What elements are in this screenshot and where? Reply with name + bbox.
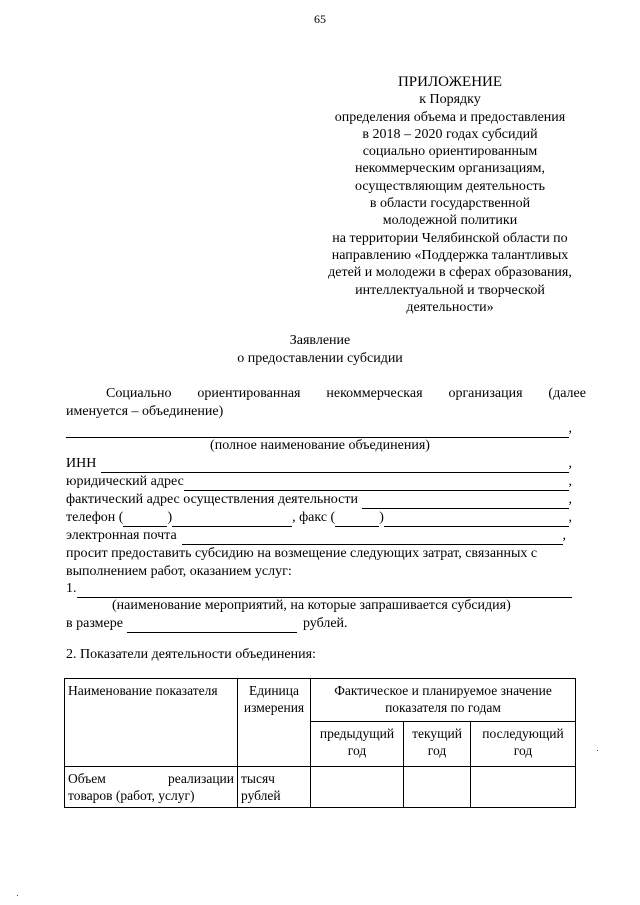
indicators-table <box>64 678 576 808</box>
request-line2: выполнением работ, оказанием услуг: <box>66 564 292 579</box>
section2-title: 2. Показатели деятельности объединения: <box>66 647 316 662</box>
actual-address-row <box>66 491 572 509</box>
event-row <box>66 580 572 598</box>
actual-address-field[interactable] <box>362 494 569 509</box>
event-field[interactable] <box>77 583 573 598</box>
row-next-cell[interactable] <box>471 767 576 808</box>
comma: , <box>568 456 572 471</box>
appendix-line: в области государственной <box>369 196 531 212</box>
document-title-line1: Заявление <box>289 333 351 348</box>
appendix-line: к Порядку <box>419 92 481 108</box>
email-field[interactable] <box>182 530 563 545</box>
intro-word: некоммерческая <box>326 386 423 401</box>
scan-dot <box>597 750 598 751</box>
comma: , <box>562 528 566 543</box>
legal-address-row <box>66 473 572 491</box>
row-name-cell <box>65 767 238 808</box>
phone-field[interactable] <box>172 512 292 527</box>
table-row <box>65 767 576 808</box>
appendix-line: направлению «Поддержка талантливых <box>331 247 569 263</box>
phone-paren: ) <box>167 510 173 525</box>
intro-word: Социально <box>106 386 172 401</box>
event-caption: (наименование мероприятий, на которые запрашивается субсидия) <box>112 598 511 613</box>
fax-paren: ) <box>379 510 384 525</box>
intro-word: (далее <box>548 386 586 401</box>
appendix-line: молодежной политики <box>382 213 518 229</box>
appendix-line: социально ориентированным <box>362 144 538 160</box>
header-unit: Единица измерения <box>238 679 311 767</box>
appendix-header <box>300 74 600 316</box>
phone-code-field[interactable] <box>123 512 167 527</box>
fax-label: , факс ( <box>292 510 336 525</box>
phone-label: телефон ( <box>66 510 124 525</box>
page-number: 65 <box>314 12 326 26</box>
appendix-line: детей и молодежи в сферах образования, <box>328 265 572 281</box>
comma: , <box>568 492 572 507</box>
appendix-line: на территории Челябинской области по <box>332 230 568 246</box>
comma: , <box>568 510 572 525</box>
amount-row <box>66 615 366 633</box>
amount-unit: рублей. <box>302 616 348 631</box>
request-line1: просит предоставить субсидию на возмещение следующих затрат, связанных с <box>66 546 538 561</box>
fax-field[interactable] <box>384 512 569 527</box>
intro-line2: именуется – объединение) <box>66 404 224 419</box>
comma: , <box>568 474 572 489</box>
appendix-line: некоммерческим организациям, <box>354 161 546 177</box>
legal-address-field[interactable] <box>184 476 569 491</box>
row-name-line2: товаров (работ, услуг) <box>68 788 195 803</box>
document-title <box>0 332 640 368</box>
inn-row <box>66 455 572 473</box>
amount-field[interactable] <box>127 618 297 633</box>
header-name: Наименование показателя <box>65 679 238 767</box>
email-row <box>66 527 566 545</box>
appendix-line: деятельности» <box>406 299 494 315</box>
email-label: электронная почта <box>66 528 177 543</box>
document-title-line2: о предоставлении субсидии <box>237 351 403 366</box>
org-name-row <box>66 420 572 438</box>
header-curr-year: текущий год <box>404 722 471 767</box>
appendix-line: в 2018 – 2020 годах субсидий <box>362 126 538 142</box>
item-number: 1. <box>66 581 77 596</box>
header-prev-year: предыдущий год <box>311 722 404 767</box>
scan-dot <box>17 895 18 896</box>
intro-paragraph <box>66 385 586 421</box>
row-curr-cell[interactable] <box>404 767 471 808</box>
intro-word: организация <box>448 386 523 401</box>
appendix-line: интеллектуальной и творческой <box>355 282 545 298</box>
appendix-line: определения объема и предоставления <box>334 109 566 125</box>
org-name-field[interactable] <box>66 423 569 438</box>
fax-code-field[interactable] <box>335 512 379 527</box>
inn-field[interactable] <box>101 458 568 473</box>
row-name-word: реализации <box>168 771 234 786</box>
phone-fax-row <box>66 509 572 527</box>
org-name-caption: (полное наименование объединения) <box>210 438 430 453</box>
header-values: Фактическое и планируемое значение показателя по годам <box>311 679 576 722</box>
actual-address-label: фактический адрес осуществления деятельности <box>66 492 358 507</box>
legal-address-label: юридический адрес <box>66 474 184 489</box>
header-next-year: последующий год <box>471 722 576 767</box>
row-prev-cell[interactable] <box>311 767 404 808</box>
row-name-word: Объем <box>68 771 106 786</box>
appendix-line: осуществляющим деятельность <box>354 178 546 194</box>
row-unit-cell: тысяч рублей <box>238 767 311 808</box>
intro-word: ориентированная <box>197 386 301 401</box>
inn-label: ИНН <box>66 456 97 471</box>
comma: , <box>568 421 572 436</box>
amount-label: в размере <box>66 616 123 631</box>
appendix-title: ПРИЛОЖЕНИЕ <box>397 74 503 90</box>
